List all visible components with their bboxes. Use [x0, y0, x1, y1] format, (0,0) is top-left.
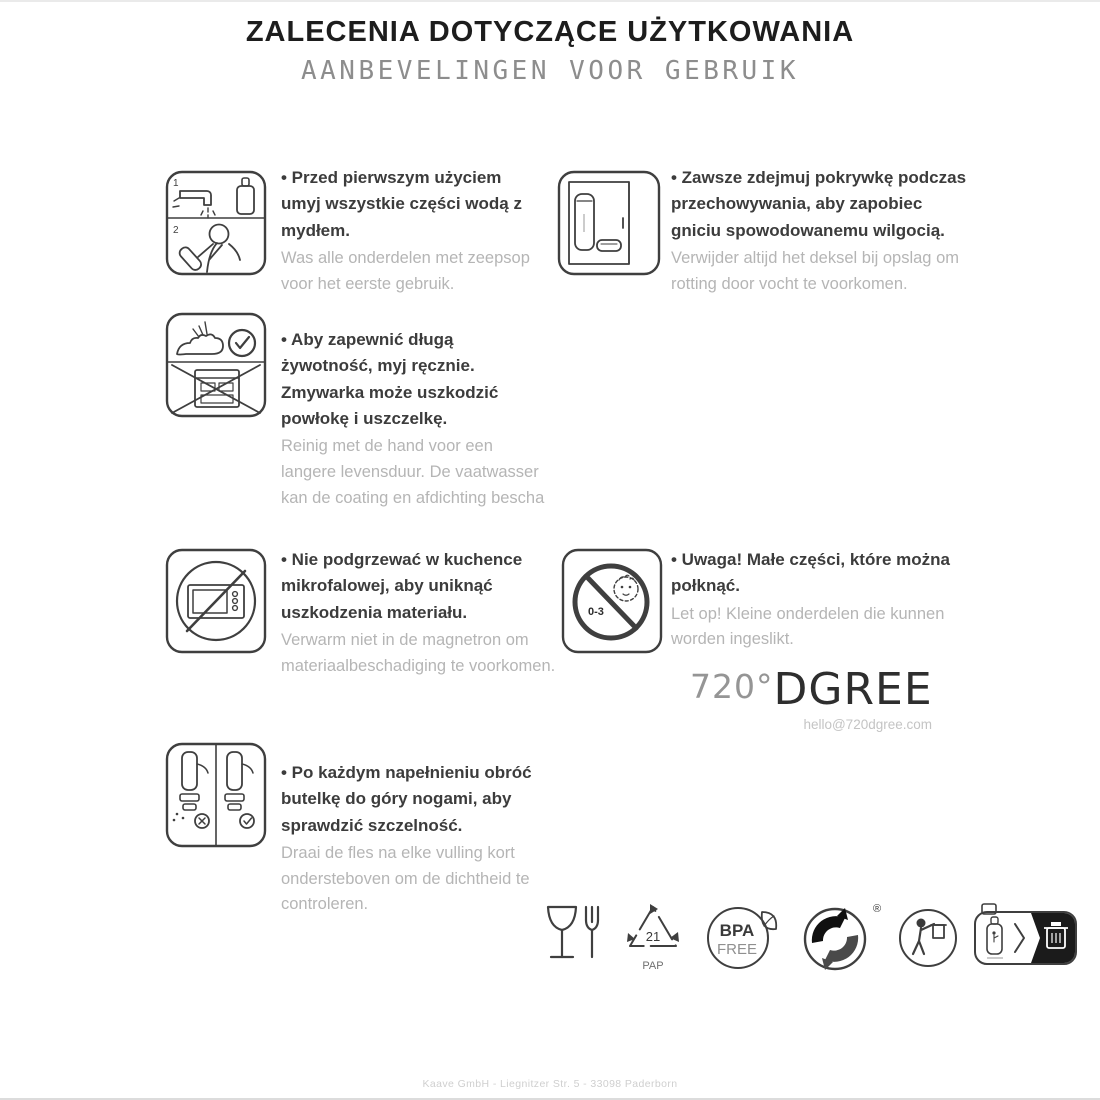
small-parts-polish-text: • Uwaga! Małe części, które można połknąć.	[671, 550, 950, 596]
sorting-label-bin-icon	[973, 898, 1079, 978]
wash-first-dutch-text: Was alle onderdelen met zeepsop voor het eerste gebruik.	[281, 249, 530, 293]
section-leak-check	[281, 760, 559, 918]
green-dot-icon	[797, 898, 883, 978]
svg-text:PAP: PAP	[642, 960, 664, 972]
section-no-microwave	[281, 547, 557, 679]
hand-wash-no-dishwasher-icon	[165, 312, 267, 418]
section-remove-lid	[671, 165, 971, 297]
section-wash-first	[281, 165, 543, 297]
bpa-free-icon	[702, 898, 784, 978]
svg-text:BPA: BPA	[719, 921, 755, 940]
hand-wash-polish-text: • Aby zapewnić długą żywotność, myj ręcznie. Zmywarka może uszkodzić powłokę i uszczelkę.	[281, 330, 499, 429]
no-microwave-dutch-text: Verwarm niet in de magnetron om materiaalbeschadiging te voorkomen.	[281, 631, 556, 675]
choking-hazard-0-3-icon	[561, 548, 663, 654]
recycling-pap-21-icon	[617, 898, 689, 978]
logo-720-prefix: 720°	[690, 667, 774, 706]
svg-text:2: 2	[173, 225, 179, 236]
turn-bottle-upside-down-icon	[165, 742, 267, 848]
logo-dgree-text: DGREE	[773, 664, 933, 715]
svg-text:FREE: FREE	[716, 941, 758, 958]
hand-wash-dutch-text: Reinig met de hand voor een langere levensduur. De vaatwasser kan de coating en afdichting bescha	[281, 437, 545, 507]
small-parts-dutch-text: Let op! Kleine onderdelen die kunnen worden ingeslikt.	[671, 604, 945, 649]
wash-first-polish-text: • Przed pierwszym użyciem umyj wszystkie części wodą z mydłem.	[281, 168, 522, 240]
section-small-parts	[671, 547, 971, 653]
leak-check-dutch-text: Draai de fles na elke vulling kort ondersteboven om de dichtheid te controleren.	[281, 844, 530, 914]
brand-logo	[690, 664, 932, 732]
brand-email: hello@720dgree.com	[803, 717, 932, 732]
food-safe-glass-fork-icon	[538, 899, 604, 977]
page-title-polish: ZALECENIA DOTYCZĄCE UŻYTKOWANIA	[245, 16, 855, 48]
company-address-line: Kaave GmbH - Liegnitzer Str. 5 - 33098 Paderborn	[422, 1078, 678, 1090]
compliance-icons-row	[538, 898, 1079, 978]
svg-text:0-3: 0-3	[588, 606, 604, 618]
section-hand-wash	[281, 327, 549, 511]
svg-text:1: 1	[173, 178, 179, 189]
svg-text:21: 21	[645, 929, 661, 944]
remove-lid-dutch-text: Verwijder altijd het deksel bij opslag om rotting door vocht te voorkomen.	[671, 249, 959, 293]
leak-check-polish-text: • Po każdym napełnieniu obróć butelkę do góry nogami, aby sprawdzić szczelność.	[281, 763, 532, 835]
svg-text:®: ®	[873, 903, 882, 915]
wash-all-parts-icon	[165, 170, 267, 276]
remove-lid-polish-text: • Zawsze zdejmuj pokrywkę podczas przechowywania, aby zapobiec gniciu spowodowanemu wilgocią.	[671, 168, 967, 240]
store-without-lid-icon	[557, 170, 661, 276]
no-microwave-polish-text: • Nie podgrzewać w kuchence mikrofalowej, aby uniknąć uszkodzenia materiału.	[281, 550, 523, 622]
page-title-dutch: AANBEVELINGEN VOOR GEBRUIK	[301, 56, 799, 86]
tidyman-icon	[896, 899, 960, 977]
no-microwave-icon	[165, 548, 267, 654]
